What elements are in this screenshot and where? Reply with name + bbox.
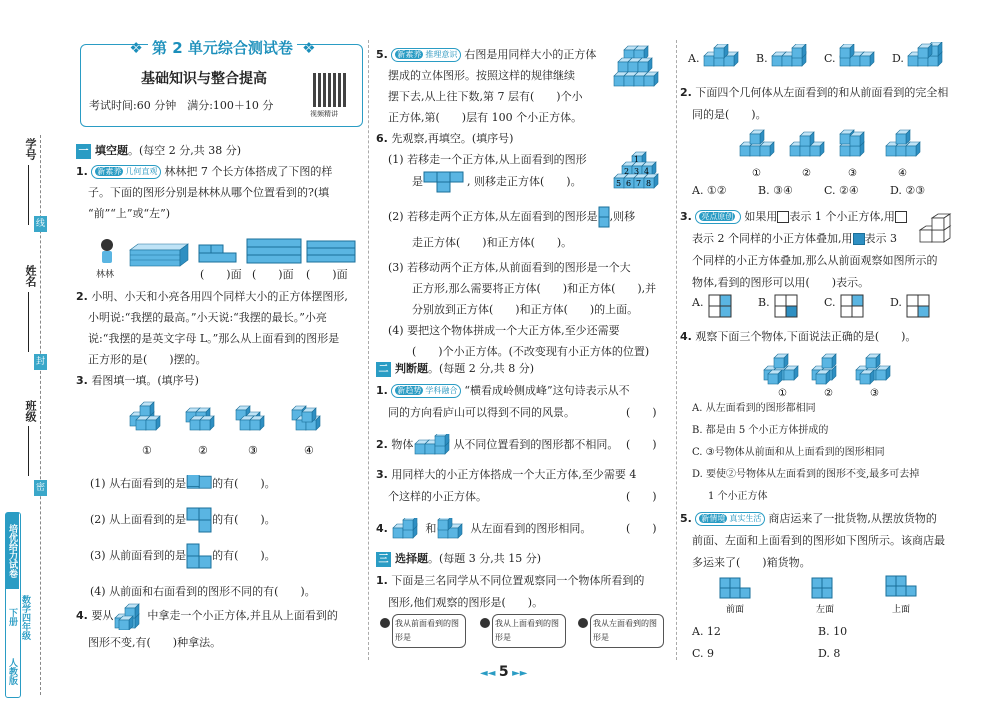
svg-text:2: 2 (624, 167, 630, 176)
numbered-cubes (612, 150, 668, 192)
svg-text:④: ④ (898, 168, 907, 179)
svg-text:②: ② (824, 388, 833, 398)
q4-block: 4. 要从 中拿走一个小正方体,并且从上面看到的 图形不变,有( )种拿法。 (76, 602, 338, 656)
option[interactable]: D. 要使②号物体从左面看到的图形不变,最多可去掉 (692, 469, 920, 480)
page-number: ◄◄ 5 ►► (480, 664, 528, 680)
svg-text:5: 5 (616, 179, 622, 188)
option[interactable]: B. 都是由 5 个小正方体拼成的 (692, 425, 829, 436)
option[interactable]: B. ③④ (758, 184, 793, 197)
cuboid-stack-figure (128, 242, 190, 268)
svg-text:上面: 上面 (892, 605, 911, 615)
blank[interactable]: ( )面 (200, 268, 242, 281)
c3-block: 3. 亮点原创 如果用 表示 1 个小正方体,用 表示 2 个同样的小正方体叠加,用 表示 3 个同样的小正方体叠加,那么从前面观察如图所示的 物体,看到的图形可以用( )表示。 (680, 210, 938, 289)
option[interactable]: C. ②④ (824, 184, 859, 197)
blank[interactable]: ( )面 (252, 268, 294, 281)
svg-text:②: ② (802, 168, 811, 179)
answer-blank[interactable]: ( ) (626, 438, 657, 451)
c5-block: 5. 新情境 真实生活 商店运来了一批货物,从摆放货物的 前面、左面和上面看到的图形如下图所示。该商店最 多运来了( )箱货物。 (680, 512, 945, 569)
qr-label: 视频精讲 (310, 110, 338, 118)
option[interactable]: A. 从左面看到的图形都相同 (692, 403, 816, 414)
svg-text:①: ① (778, 388, 787, 398)
test-subtitle: 基础知识与整合提高 (141, 71, 267, 87)
option[interactable]: D. 8 (818, 647, 841, 660)
cut-mark: 封 (34, 354, 47, 370)
option[interactable]: C. 9 (692, 647, 715, 660)
section-heading-fill: 一 填空题。(每空 2 分,共 38 分) (76, 140, 366, 161)
option[interactable]: B. 10 (818, 625, 848, 638)
c4-solids (760, 350, 900, 398)
student-number-label: 学号 (24, 138, 37, 160)
kid-figure: 林林 (96, 238, 118, 280)
answer-blank[interactable]: ( ) (626, 406, 657, 419)
publisher-label: 人教版 (7, 657, 17, 685)
tag-badge: 新素养 几何直观 (91, 165, 161, 179)
class-line (28, 426, 29, 476)
c3-outline-cubes (916, 208, 976, 248)
c2-block: 2. 下面四个几何体从左面看到的和从前面看到的完全相 同的是( )。 (680, 86, 949, 121)
option[interactable]: D. ②③ (890, 184, 926, 197)
series-strip (5, 512, 30, 698)
svg-text:8: 8 (646, 179, 652, 188)
column-1: 一 填空题。(每空 2 分,共 38 分) 1. 新素养 几何直观 林林把 7 个长方体搭成了下图的样 子。下面的图形分别是林林从哪个位置看到的?(填 “前”“上”或“左”) (76, 140, 366, 224)
q1-text: “前”“上”或“左”) (88, 207, 171, 220)
q2-block: 2. 小明、小天和小亮各用四个同样大小的正方体摆图形, 小明说:“我摆的最高。”小天说:“我摆的最长。”小亮 说:“我摆的是英文字母 L。”那么从上面看到的图形是 正方形的是( )摆的。 3. 看图填一填。(填序号) (76, 290, 348, 387)
c4-block: 4. 观察下面三个物体,下面说法正确的是( )。 (680, 330, 917, 343)
class-label: 班级 (24, 400, 37, 422)
answer-blank[interactable]: ( ) (626, 490, 657, 503)
test-info: 考试时间:60 分钟 满分:100＋10 分 (89, 99, 274, 112)
view-figure-1 (198, 244, 238, 264)
section-judge: 二 判断题。(每题 2 分,共 8 分) 1. 新趋势 学科融合 “横看成岭侧成峰”这句诗表示从不 同的方向看庐山可以得到不同的风景。 ( ) 2. 物体 从不同位置看到的图形都不相同。 ( ) 3. 用同样大的小正方体搭成一个大正方体,至少需要 4 个这样的小正方体。 ( ) 4. 和 从左面看到的图形相同。 ( ) 三 选择题。(每题 3 分,共 15 分) 1. 下面是三名同学从不同位置观察同一个物体所看到的 图形,他们观察的图形是( )。 (376, 362, 657, 609)
test-title: ❖ 第 2 单元综合测试卷 ❖ (129, 39, 316, 57)
svg-text:③: ③ (848, 168, 857, 179)
solid-label: ① (142, 444, 152, 456)
blank[interactable]: ( )面 (306, 268, 348, 281)
option[interactable]: C. ③号物体从前面和从上面看到的图形相同 (692, 447, 885, 458)
q3-solids (126, 400, 356, 456)
cut-mark: 密 (34, 480, 47, 496)
svg-text:①: ① (752, 168, 761, 179)
svg-text:7: 7 (636, 179, 642, 188)
svg-text:6: 6 (626, 179, 632, 188)
c5-views (716, 574, 946, 616)
q6-rest: (2) 若移走两个正方体,从左面看到的图形是 ,则移 走正方体( )和正方体( )。 (3) 若移动两个正方体,从前面看到的图形是一个大 正方形,那么需要将正方体( )和正方体( ),并 分别放到正方体( )和正方体( )的上面。 (4) 要把这个物体拼成一个大正方体,至少还需要 ( )个小正方体。(不改变现有小正方体的位置) (388, 206, 656, 362)
q5-block: 5. 新素养 推理意识 右图是用同样大小的正方体 摆成的立体图形。按照这样的规律继续 摆下去,从上往下数,第 7 层有( )个小 正方体,第( )层有 100 个小正方体。 6. 先观察,再填空。(填序号) (1) 若移走一个正方体,从上面看到的图形 是 , 则移走正方体( )。 (376, 44, 612, 194)
c1-bubbles: 我从前面看到的图形是 我从上面看到的图形是 我从左面看到的图形是 (380, 612, 670, 660)
option[interactable]: A. ①② (692, 184, 727, 197)
svg-text:③: ③ (870, 388, 879, 398)
answer-blank[interactable]: ( ) (626, 522, 657, 535)
c4-options: A. 从左面看到的图形都相同 B. 都是由 5 个小正方体拼成的 C. ③号物体从前面和从上面看到的图形相同 D. 要使②号物体从左面看到的图形不变,最多可去掉 1 个小正方体 (692, 398, 919, 508)
view-figure-3 (306, 240, 356, 264)
grade-label: 数学四年级 下册 (7, 594, 30, 640)
svg-text:4: 4 (644, 167, 650, 176)
view-figure-2 (246, 238, 302, 264)
test-header (80, 39, 363, 127)
svg-text:前面: 前面 (726, 605, 745, 615)
cut-mark: 线 (34, 216, 47, 232)
student-number-line (28, 165, 29, 225)
option[interactable]: A. 12 (692, 625, 721, 638)
solid-label: ④ (304, 444, 314, 456)
name-line (28, 292, 29, 352)
binding-sidebar (0, 0, 66, 711)
column-divider (368, 40, 369, 660)
svg-text:3: 3 (634, 167, 640, 176)
q3-subs: (1) 从右面看到的是 的有( )。 (2) 从上面看到的是 的有( )。 (3) 从前面看到的是 的有( )。 (4) 从前面和右面看到的图形不同的有( )。 (90, 466, 316, 610)
column-divider (676, 40, 677, 660)
series-name: 培优给力试卷 (6, 513, 19, 589)
q1-text: 林林把 7 个长方体搭成了下图的样 (164, 165, 333, 178)
c2-solids (736, 128, 936, 180)
solid-label: ② (198, 444, 208, 456)
svg-text:左面: 左面 (816, 605, 835, 615)
q1-text: 子。下面的图形分别是林林从哪个位置看到的?(填 (88, 186, 330, 199)
pyramid-cubes (612, 44, 668, 100)
qr-code[interactable] (313, 73, 347, 107)
svg-text:1: 1 (634, 155, 640, 164)
solid-label: ③ (248, 444, 258, 456)
name-label: 姓名 (24, 265, 37, 287)
